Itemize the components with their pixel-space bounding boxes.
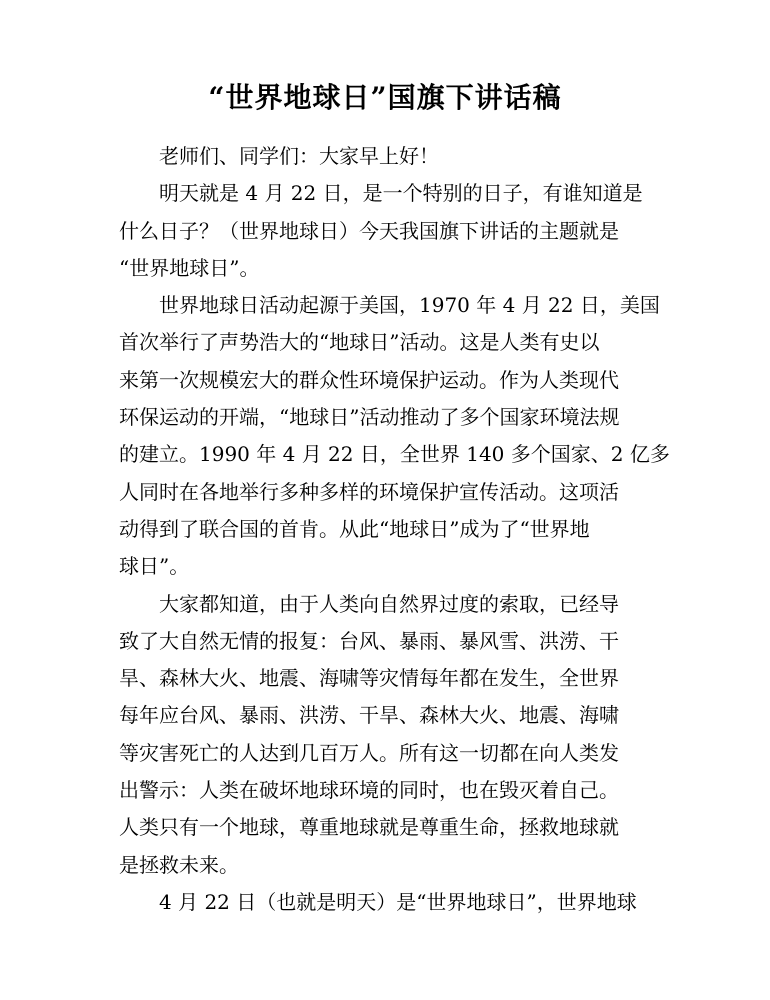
paragraph-line: 每年应台风、暴雨、洪涝、干旱、森林大火、地震、海啸 (119, 703, 619, 728)
paragraph-line: 是拯救未来。 (119, 852, 239, 877)
paragraph-line: 旱、森林大火、地震、海啸等灾情每年都在发生，全世界 (119, 666, 619, 691)
paragraph-line: 出警示：人类在破坏地球环境的同时，也在毁灭着自己。 (119, 778, 619, 803)
paragraph-line: 大家都知道，由于人类向自然界过度的索取，已经导 (159, 591, 619, 616)
paragraph-line: 环保运动的开端，“地球日”活动推动了多个国家环境法规 (119, 405, 620, 430)
paragraph-line: 来第一次规模宏大的群众性环境保护运动。作为人类现代 (119, 367, 619, 392)
paragraph-line: 的建立。1990 年 4 月 22 日，全世界 140 多个国家、2 亿多 (119, 442, 670, 467)
paragraph-line: 4 月 22 日（也就是明天）是“世界地球日”，世界地球 (159, 889, 637, 914)
paragraph-line: 等灾害死亡的人达到几百万人。所有这一切都在向人类发 (119, 740, 619, 765)
paragraph-line: 球日”。 (119, 554, 190, 579)
paragraph-line: 明天就是 4 月 22 日，是一个特别的日子，有谁知道是 (159, 181, 643, 206)
paragraph-line: 首次举行了声势浩大的“地球日”活动。这是人类有史以 (119, 330, 600, 355)
paragraph-line: 人同时在各地举行多种多样的环境保护宣传活动。这项活 (119, 479, 619, 504)
paragraph-line: 老师们、同学们：大家早上好！ (159, 144, 439, 168)
paragraph-line: 动得到了联合国的首肯。从此“地球日”成为了“世界地 (119, 516, 590, 541)
document-title: “世界地球日”国旗下讲话稿 (208, 81, 562, 114)
paragraph-line: 世界地球日活动起源于美国，1970 年 4 月 22 日，美国 (159, 293, 660, 318)
paragraph-line: 致了大自然无情的报复：台风、暴雨、暴风雪、洪涝、干 (119, 628, 619, 653)
paragraph-line: 什么日子？（世界地球日）今天我国旗下讲话的主题就是 (119, 218, 619, 243)
paragraph-line: 人类只有一个地球，尊重地球就是尊重生命，拯救地球就 (119, 815, 619, 840)
document-body (119, 138, 670, 921)
paragraph-line: “世界地球日”。 (119, 255, 260, 280)
